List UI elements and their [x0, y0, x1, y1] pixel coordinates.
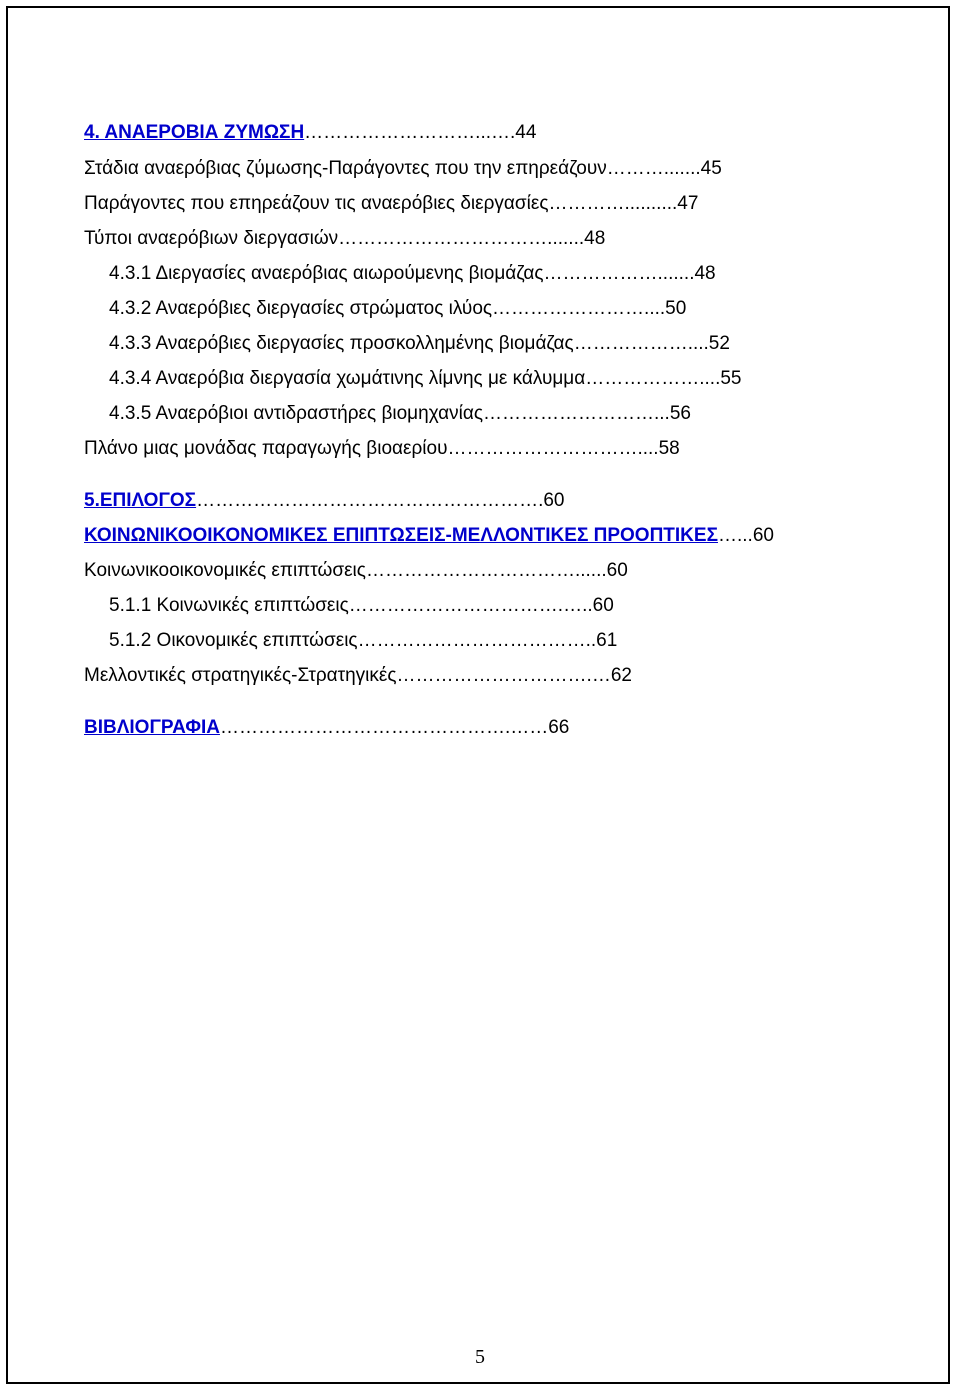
toc-page-number: ...48: [678, 263, 716, 284]
toc-leader-dots: ……………………………....: [338, 228, 569, 249]
toc-entry-chapter-5[interactable]: [84, 489, 564, 513]
toc-page-number: ...47: [661, 193, 699, 214]
toc-leader-dots: ……………………….: [483, 403, 660, 424]
toc-entry[interactable]: [84, 227, 605, 251]
toc-page-number: 60: [752, 525, 774, 546]
toc-leader-dots: …...: [717, 525, 753, 546]
toc-leader-dots: ……………….: [585, 368, 705, 389]
toc-entry-title: 4.3.5 Αναερόβιοι αντιδραστήρες βιομηχανίας: [109, 403, 483, 424]
toc-entry-title: Μελλοντικές στρατηγικές-Στρατηγικές: [84, 665, 397, 686]
toc-entry-title: 5.1.1 Κοινωνικές επιπτώσεις: [109, 595, 349, 616]
toc-page-number: ..56: [659, 403, 691, 424]
toc-entry-title: Τύποι αναερόβιων διεργασιών: [84, 228, 339, 249]
toc-entry-title: 4.3.3 Αναερόβιες διεργασίες προσκολλημένης βιομάζας: [109, 333, 574, 354]
toc-subentry[interactable]: [109, 367, 742, 391]
toc-page-number: 61: [596, 630, 618, 651]
toc-page-number: ..60: [596, 560, 628, 581]
toc-page-number: 62: [610, 665, 632, 686]
toc-page-number: ...45: [684, 158, 722, 179]
toc-entry[interactable]: [84, 559, 628, 583]
toc-entry-title: Στάδια αναερόβιας ζύμωσης-Παράγοντες που την επηρεάζουν: [84, 158, 607, 179]
toc-leader-dots: ………………………….…: [396, 665, 611, 686]
toc-leader-dots: ……………………..: [492, 298, 655, 319]
toc-page-number: ..58: [648, 438, 680, 459]
toc-entry[interactable]: [84, 664, 632, 688]
toc-page-number: ...48: [568, 228, 606, 249]
toc-subentry[interactable]: [109, 262, 716, 286]
toc-page-number: ..50: [654, 298, 687, 319]
toc-entry-title[interactable]: ΒΙΒΛΙΟΓΡΑΦΙΑ: [84, 717, 220, 738]
toc-entry-chapter-4[interactable]: [84, 121, 536, 145]
toc-subentry[interactable]: [109, 402, 691, 426]
toc-leader-dots: ……………………………………….……: [219, 717, 549, 738]
toc-subentry[interactable]: [109, 297, 686, 321]
toc-subentry[interactable]: [109, 629, 617, 653]
toc-entry-bibliography[interactable]: [84, 716, 569, 740]
toc-entry-section-link[interactable]: [84, 524, 774, 548]
toc-leader-dots: …………………………..: [447, 438, 649, 459]
toc-page-number: ...52: [692, 333, 730, 354]
toc-leader-dots: ………....: [606, 158, 685, 179]
toc-entry-title[interactable]: 5.ΕΠΙΛΟΓΟΣ: [84, 490, 197, 511]
toc-leader-dots: ……………………………....: [365, 560, 597, 581]
toc-leader-dots: ………………………...….44: [304, 122, 537, 143]
toc-subentry[interactable]: [109, 594, 614, 618]
page-number: 5: [475, 1346, 485, 1368]
toc-entry-title: 4.3.1 Διεργασίες αναερόβιας αιωρούμενης βιομάζας: [109, 263, 544, 284]
toc-entry-title: 5.1.2 Οικονομικές επιπτώσεις: [109, 630, 358, 651]
toc-entry-title[interactable]: ΚΟΙΝΩΝΙΚΟΟΙΚΟΝΟΜΙΚΕΣ ΕΠΙΠΤΩΣΕΙΣ-ΜΕΛΛΟΝΤΙΚΕΣ ΠΡΟΟΠΤΙΚΕΣ: [84, 525, 718, 546]
toc-entry[interactable]: [84, 437, 680, 461]
toc-leader-dots: ………….......: [548, 193, 662, 214]
toc-entry-title: 4.3.4 Αναερόβια διεργασία χωμάτινης λίμνης με κάλυμμα: [109, 368, 586, 389]
toc-entry-title: Παράγοντες που επηρεάζουν τις αναερόβιες διεργασίες: [84, 193, 549, 214]
toc-entry-title: 4.3.2 Αναερόβιες διεργασίες στρώματος ιλύος: [109, 298, 493, 319]
toc-entry-title[interactable]: 4. ΑΝΑΕΡΟΒΙΑ ΖΥΜΩΣΗ: [84, 122, 305, 143]
toc-entry-title: Κοινωνικοοικονομικές επιπτώσεις: [84, 560, 366, 581]
toc-entry[interactable]: [84, 157, 722, 181]
toc-page-number: ...55: [704, 368, 742, 389]
toc-leader-dots: ……………………………………………….: [196, 490, 544, 511]
toc-leader-dots: ……………….: [573, 333, 693, 354]
toc-leader-dots: ………………………………..: [357, 630, 597, 651]
toc-page-number: 60: [543, 490, 565, 511]
toc-page-number: 66: [548, 717, 570, 738]
toc-entry-title: Πλάνο μιας μονάδας παραγωγής βιοαερίου: [84, 438, 448, 459]
toc-entry[interactable]: [84, 192, 698, 216]
toc-subentry[interactable]: [109, 332, 730, 356]
toc-leader-dots: …………………………….…: [348, 595, 583, 616]
toc-leader-dots: ………………....: [543, 263, 679, 284]
toc-page-number: ..60: [582, 595, 614, 616]
document-page: [6, 6, 950, 1384]
